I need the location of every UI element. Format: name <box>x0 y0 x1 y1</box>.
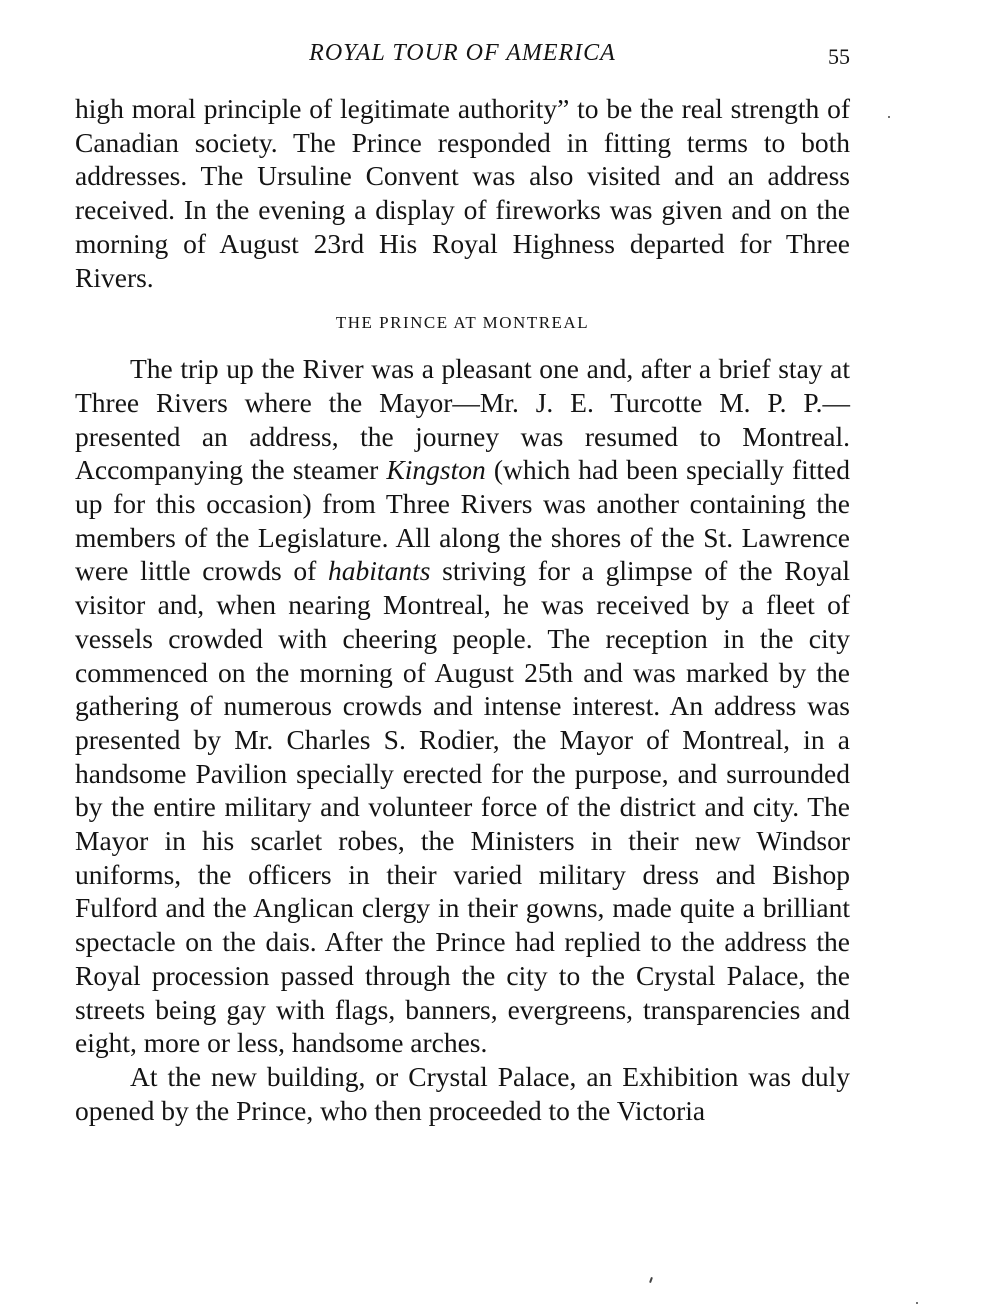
ship-name: Kingston <box>386 454 486 486</box>
running-title: ROYAL TOUR OF AMERICA <box>309 40 616 66</box>
section-heading: THE PRINCE AT MONTREAL <box>335 313 590 333</box>
italic-term: habitants <box>328 555 431 587</box>
scan-speck <box>649 1277 653 1283</box>
scan-speck <box>888 116 890 118</box>
paragraph-crystal-palace: At the new building, or Crystal Palace, an Exhibition was duly opened by the Prince, who then proceeded to the Victoria <box>75 1060 850 1126</box>
paragraph-continued: high moral principle of legitimate authority” to be the real strength of Canadian society. The Prince responded in fitting terms to both addresses. The Ursuline Convent was also visited and an address received. In the evening a display of fireworks was given and on the morning of August 23rd His Royal Highness departed for Three Rivers. <box>75 93 850 293</box>
paragraph-montreal <box>75 352 850 1060</box>
body-text <box>75 92 850 1127</box>
scan-speck <box>916 1302 918 1304</box>
running-head <box>75 38 850 72</box>
paragraph-text: (which had been specially fitted up for this occasion) from Three Rivers was another containing the members of the Legislature. All along the shores of the St. Lawrence were little crowds of <box>75 454 850 587</box>
paragraph-text: striving for a glimpse of the Royal visitor and, when nearing Montreal, he was received by a fleet of vessels crowded with cheering people. The reception in the city commenced on the morning of August 25th and was marked by the gathering of numerous crowds and intense interest. An address was presented by Mr. Charles S. Rodier, the Mayor of Montreal, in a handsome Pavilion specially erected for the purpose, and surrounded by the entire military and volunteer force of the district and city. The Mayor in his scarlet robes, the Ministers in their new Windsor uniforms, the officers in their varied military dress and Bishop Fulford and the Anglican clergy in their gowns, made quite a brilliant spectacle on the dais. After the Prince had replied to the address the Royal procession passed through the city to the Crystal Palace, the streets being gay with flags, banners, evergreens, transparencies and eight, more or less, handsome arches. <box>75 555 851 1059</box>
paragraph-text: The trip up the River was a pleasant one and, after a brief stay at Three Rivers where the Mayor—Mr. J. E. Turcotte M. P. P.—presented an address, the journey was resumed to Montreal. Accompanying the steamer <box>75 353 850 486</box>
page-number: 55 <box>828 44 850 69</box>
